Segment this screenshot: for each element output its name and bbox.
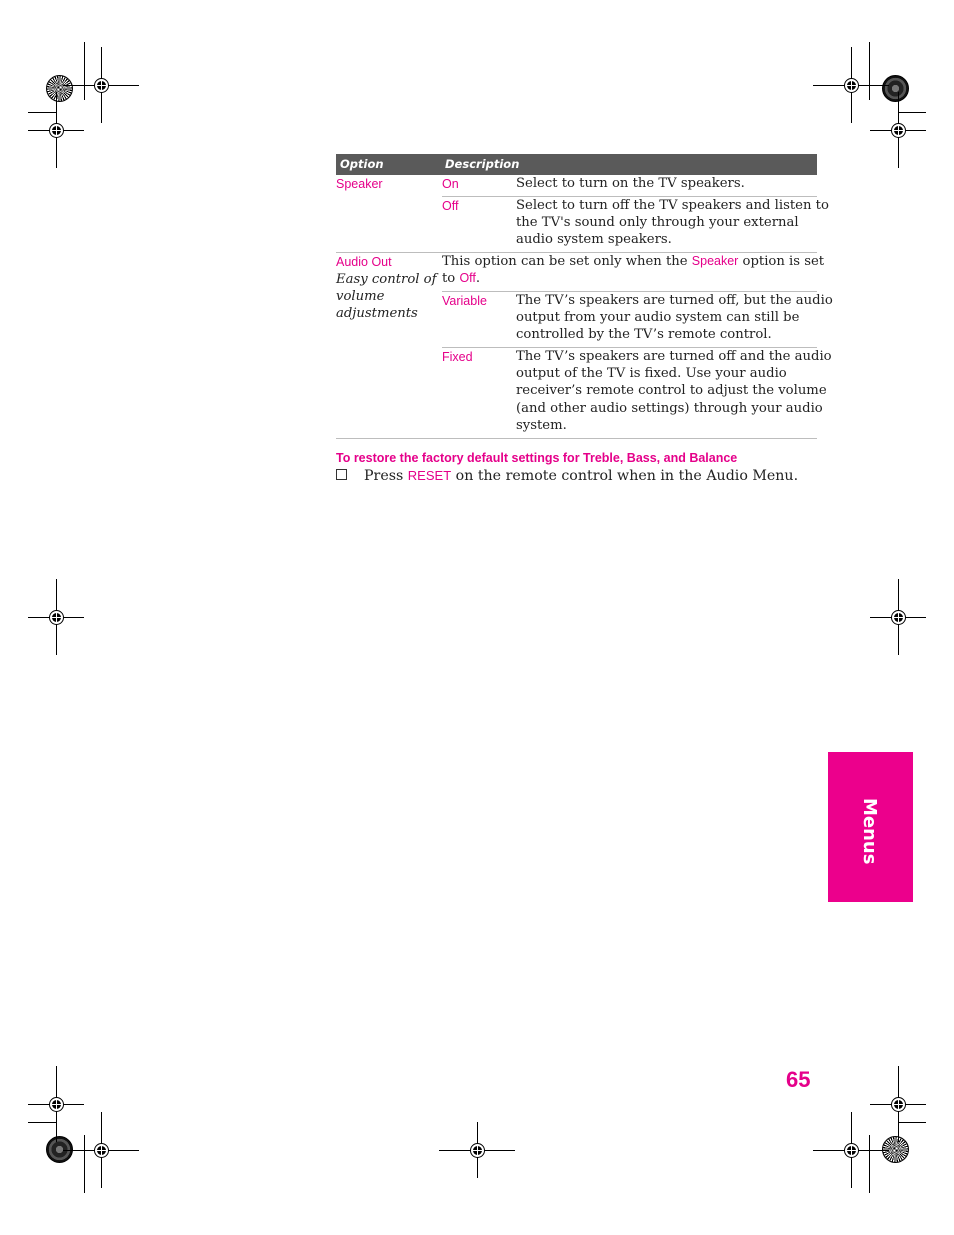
audio-out-fixed-text: The TV’s speakers are turned off and the audio output of the TV is fixed. Use your audio receiver’s remote control to adjust the volume (and other audio settings) through your audio system. (516, 349, 832, 433)
audio-out-fixed-label: Fixed (442, 350, 473, 364)
section-tab-menus (828, 752, 913, 902)
registration-target-icon (46, 75, 73, 102)
restore-defaults-heading: To restore the factory default settings for Treble, Bass, and Balance (336, 451, 738, 465)
option-audio-out: Audio Out (336, 255, 392, 269)
restore-step: Press RESET on the remote control when in the Audio Menu. (336, 468, 798, 484)
header-option: Option (340, 157, 384, 171)
audio-options-table (336, 154, 833, 433)
table-header (336, 154, 817, 175)
speaker-on-label: On (442, 177, 459, 191)
audio-out-variable-text: The TV’s speakers are turned off, but the audio output from your audio system can still be controlled by the TV’s remote control. (516, 293, 833, 343)
reset-button-label: RESET (407, 468, 452, 483)
page-number: 65 (786, 1067, 811, 1092)
speaker-off-text: Select to turn off the TV speakers and listen to the TV's sound only through your external audio system speakers. (516, 198, 829, 248)
registration-target-icon (882, 75, 909, 102)
audio-out-variable-label: Variable (442, 294, 487, 308)
speaker-on-text: Select to turn on the TV speakers. (516, 176, 745, 191)
audio-out-intro: This option can be set only when the Speaker option is set to Off. (442, 254, 825, 287)
checkbox-bullet-icon (336, 469, 347, 480)
speaker-off-label: Off (442, 199, 459, 213)
section-tab-label: Menus (859, 798, 880, 865)
audio-out-note: Easy control of volume adjustments (336, 272, 437, 322)
header-description: Description (445, 157, 520, 171)
option-speaker: Speaker (336, 177, 383, 191)
divider (336, 438, 817, 439)
